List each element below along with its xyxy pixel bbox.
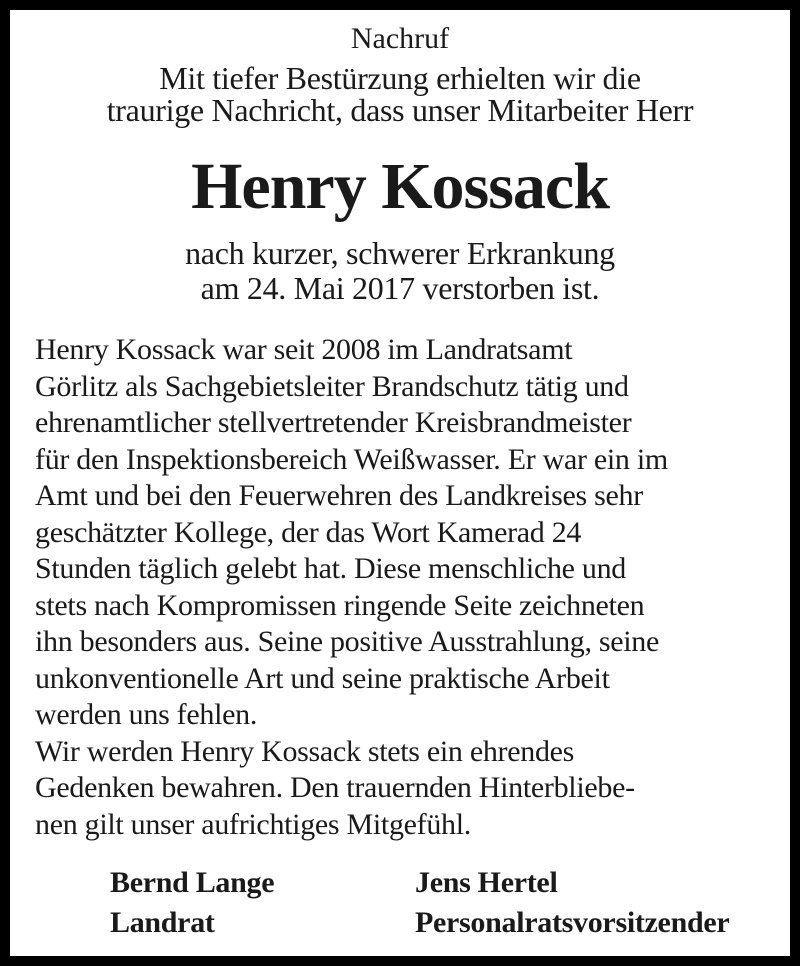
intro-text (10, 62, 790, 126)
signature-block (110, 863, 790, 943)
body-line: Stunden täglich gelebt hat. Diese menschliche und (35, 552, 626, 585)
body-line: geschätzter Kollege, der das Wort Kamerad 24 (35, 515, 582, 549)
death-details (10, 236, 790, 306)
body-line: Görlitz als Sachgebietsleiter Brandschutz tätig und (35, 369, 629, 403)
signature-right (415, 863, 729, 943)
body-line: unkonventionelle Art und seine praktische Arbeit (35, 661, 610, 695)
intro-line: Mit tiefer Bestürzung erhielten wir die (159, 60, 641, 96)
signature-left (110, 863, 415, 943)
deceased-name: Henry Kossack (191, 150, 609, 223)
body-line: Amt und bei den Feuerwehren des Landkreises sehr (35, 479, 643, 512)
obituary-sheet (10, 10, 790, 956)
body-line: Gedenken bewahren. Den trauernden Hinterbliebe- (35, 771, 635, 804)
signatory-name: Bernd Lange (110, 866, 275, 899)
body-line: stets nach Kompromissen ringende Seite zeichneten (35, 588, 645, 622)
signatory-title: Personalratsvorsitzender (415, 906, 730, 939)
signatory-title: Landrat (110, 906, 215, 939)
death-line: am 24. Mai 2017 verstorben ist. (200, 270, 600, 306)
intro-line: traurige Nachricht, dass unser Mitarbeiter Herr (106, 92, 694, 128)
body-line: für den Inspektionsbereich Weißwasser. Er war ein im (35, 442, 668, 476)
body-line: ihn besonders aus. Seine positive Ausstrahlung, seine (35, 625, 660, 658)
signatory-name: Jens Hertel (415, 866, 558, 899)
body-line: nen gilt unser aufrichtiges Mitgefühl. (35, 807, 471, 841)
death-line: nach kurzer, schwerer Erkrankung (185, 235, 615, 271)
body-line: ehrenamtlicher stellvertretender Kreisbrandmeister (35, 406, 632, 439)
obituary-header (10, 22, 790, 306)
obituary-body (35, 332, 782, 843)
notice-kicker: Nachruf (350, 22, 450, 55)
body-line: Wir werden Henry Kossack stets ein ehrendes (35, 734, 575, 768)
body-line: werden uns fehlen. (35, 698, 258, 731)
body-line: Henry Kossack war seit 2008 im Landratsamt (35, 333, 573, 366)
